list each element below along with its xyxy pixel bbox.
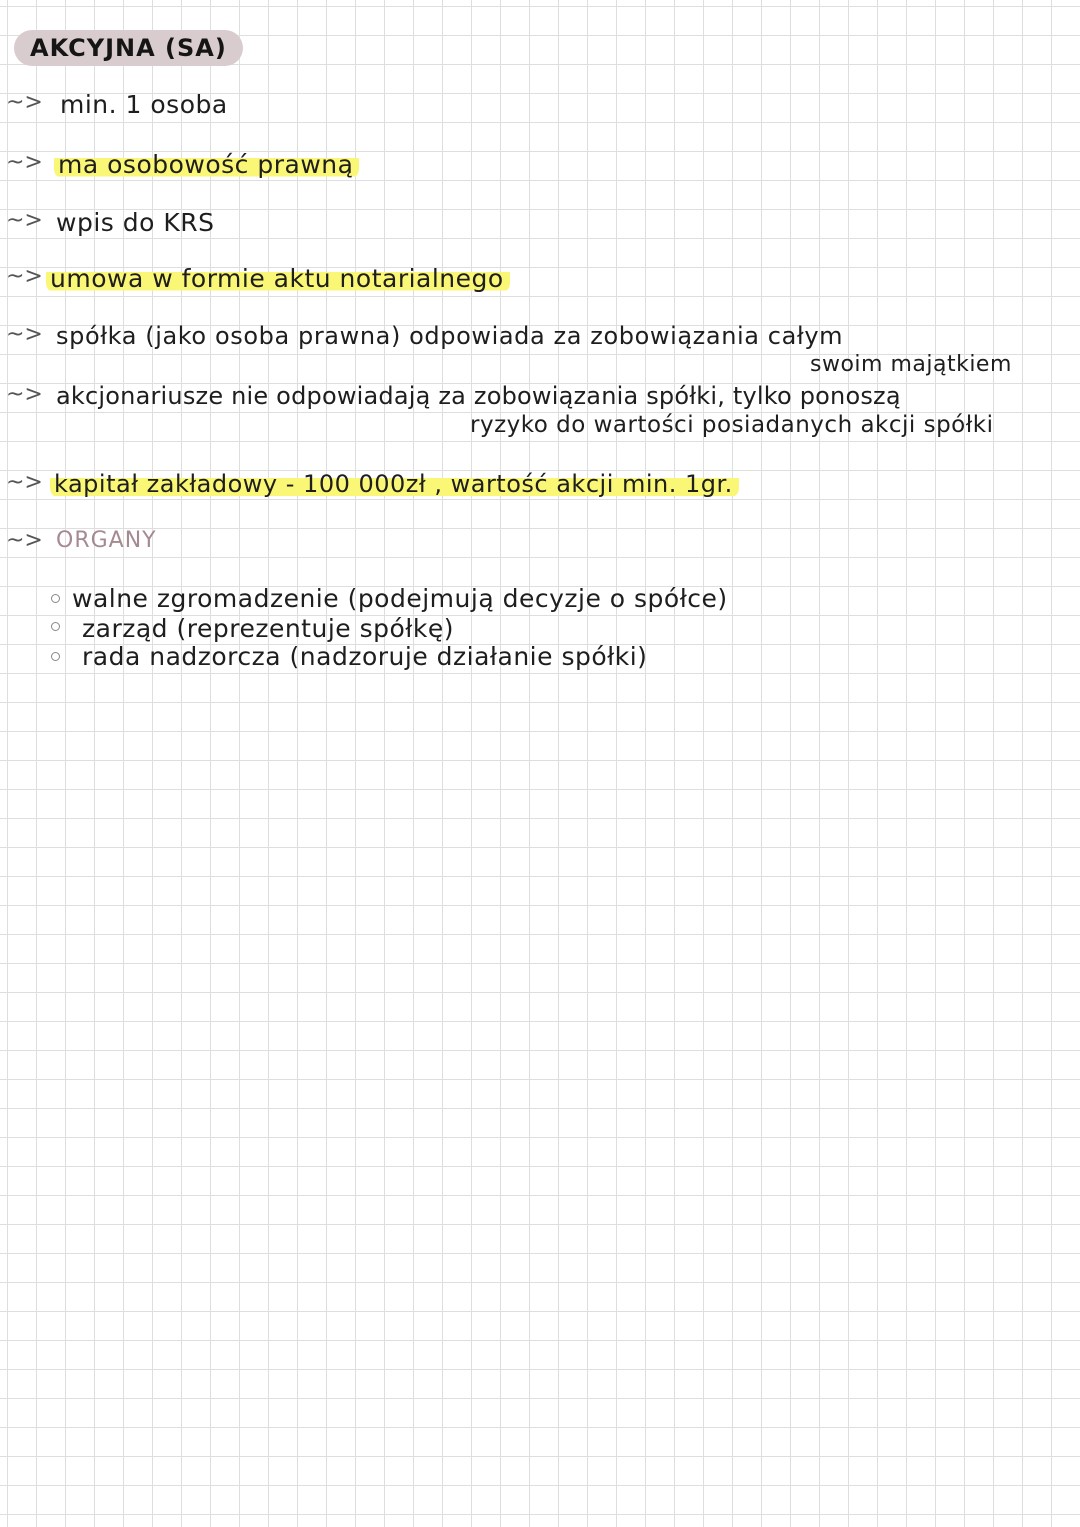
bullet-circle-icon (51, 622, 60, 631)
section-heading: ORGANY (56, 528, 157, 553)
squiggle-arrow-icon: ~> (6, 322, 43, 347)
squiggle-arrow-icon: ~> (6, 150, 43, 175)
item-text: akcjonariusze nie odpowiadają za zobowiązania spółki, tylko ponoszą (56, 382, 901, 410)
item-text-highlighted: ma osobowość prawną (54, 150, 359, 179)
bullet-circle-icon (51, 652, 60, 661)
sub-list-item: walne zgromadzenie (podejmują decyzje o spółce) (72, 584, 728, 613)
sub-list-item: zarząd (reprezentuje spółkę) (82, 614, 454, 643)
bullet-circle-icon (51, 594, 60, 603)
item-text: wpis do KRS (56, 208, 215, 237)
item-text-continuation: ryzyko do wartości posiadanych akcji spółki (470, 412, 994, 438)
squiggle-arrow-icon: ~> (6, 382, 43, 407)
squiggle-arrow-icon: ~> (6, 528, 43, 553)
item-text-highlighted: umowa w formie aktu notarialnego (46, 264, 510, 293)
squiggle-arrow-icon: ~> (6, 90, 43, 115)
squiggle-arrow-icon: ~> (6, 470, 43, 495)
item-text-highlighted: kapitał zakładowy - 100 000zł , wartość akcji min. 1gr. (50, 470, 739, 498)
item-text: spółka (jako osoba prawna) odpowiada za zobowiązania całym (56, 322, 844, 350)
item-text-continuation: swoim majątkiem (810, 352, 1012, 377)
squiggle-arrow-icon: ~> (6, 264, 43, 289)
page-title: AKCYJNA (SA) (14, 30, 243, 66)
item-text: min. 1 osoba (60, 90, 228, 119)
sub-list-item: rada nadzorcza (nadzoruje działanie spółki) (82, 642, 648, 671)
squiggle-arrow-icon: ~> (6, 208, 43, 233)
